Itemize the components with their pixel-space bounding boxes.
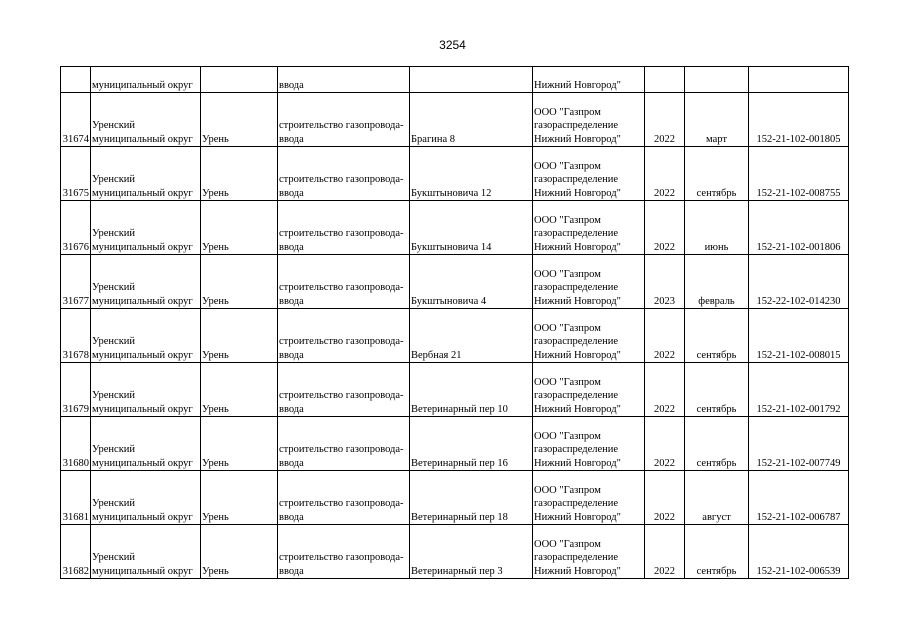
cell-year: 2022 [645,525,685,579]
cell-month: сентябрь [685,147,749,201]
cell-work: строительство газопровода- ввода [278,201,410,255]
cell-address [410,67,533,93]
cell-year [645,67,685,93]
cell-number: 31681 [61,471,91,525]
cell-district: Уренский муниципальный округ [91,417,201,471]
cell-organization: ООО "Газпром газораспределение Нижний Новгород" [533,309,645,363]
cell-district: Уренский муниципальный округ [91,309,201,363]
table-row [61,525,849,579]
cell-town: Урень [201,363,278,417]
cell-work: строительство газопровода- ввода [278,93,410,147]
table-row [61,255,849,309]
table-row [61,93,849,147]
cell-district: Уренский муниципальный округ [91,525,201,579]
cell-month: сентябрь [685,309,749,363]
cell-address: Букштыновича 12 [410,147,533,201]
cell-year: 2022 [645,147,685,201]
cell-work: строительство газопровода- ввода [278,417,410,471]
cell-town: Урень [201,525,278,579]
cell-town: Урень [201,147,278,201]
cell-town: Урень [201,255,278,309]
cell-work: строительство газопровода- ввода [278,363,410,417]
cell-number: 31675 [61,147,91,201]
registry-table [60,66,849,579]
cell-year: 2022 [645,309,685,363]
cell-address: Брагина 8 [410,93,533,147]
cell-code: 152-21-102-008755 [749,147,849,201]
table-row [61,363,849,417]
cell-number [61,67,91,93]
cell-district: Уренский муниципальный округ [91,201,201,255]
cell-number: 31674 [61,93,91,147]
cell-code: 152-21-102-001792 [749,363,849,417]
cell-organization: ООО "Газпром газораспределение Нижний Новгород" [533,417,645,471]
cell-work: строительство газопровода- ввода [278,309,410,363]
cell-number: 31677 [61,255,91,309]
cell-organization: ООО "Газпром газораспределение Нижний Новгород" [533,471,645,525]
cell-work: строительство газопровода- ввода [278,471,410,525]
cell-district: Уренский муниципальный округ [91,93,201,147]
cell-district: Уренский муниципальный округ [91,255,201,309]
page-number: 3254 [439,38,466,52]
cell-town [201,67,278,93]
cell-code: 152-22-102-014230 [749,255,849,309]
cell-town: Урень [201,309,278,363]
cell-month: сентябрь [685,525,749,579]
cell-month: март [685,93,749,147]
cell-number: 31680 [61,417,91,471]
cell-town: Урень [201,201,278,255]
cell-number: 31676 [61,201,91,255]
cell-organization: Нижний Новгород" [533,67,645,93]
table-body [61,67,849,579]
cell-district: Уренский муниципальный округ [91,363,201,417]
table-row [61,147,849,201]
cell-town: Урень [201,93,278,147]
cell-year: 2022 [645,201,685,255]
cell-code: 152-21-102-008015 [749,309,849,363]
cell-work: ввода [278,67,410,93]
table-row [61,201,849,255]
cell-number: 31682 [61,525,91,579]
table-row [61,417,849,471]
cell-organization: ООО "Газпром газораспределение Нижний Новгород" [533,525,645,579]
cell-work: строительство газопровода- ввода [278,525,410,579]
cell-month: август [685,471,749,525]
cell-month: сентябрь [685,417,749,471]
cell-district: муниципальный округ [91,67,201,93]
cell-address: Ветеринарный пер 18 [410,471,533,525]
cell-code: 152-21-102-006539 [749,525,849,579]
cell-code: 152-21-102-006787 [749,471,849,525]
cell-work: строительство газопровода- ввода [278,255,410,309]
cell-code: 152-21-102-007749 [749,417,849,471]
cell-month: июнь [685,201,749,255]
cell-address: Букштыновича 4 [410,255,533,309]
cell-code: 152-21-102-001806 [749,201,849,255]
cell-address: Вербная 21 [410,309,533,363]
cell-district: Уренский муниципальный округ [91,147,201,201]
cell-year: 2023 [645,255,685,309]
cell-town: Урень [201,417,278,471]
cell-organization: ООО "Газпром газораспределение Нижний Новгород" [533,93,645,147]
cell-year: 2022 [645,471,685,525]
cell-organization: ООО "Газпром газораспределение Нижний Новгород" [533,363,645,417]
cell-address: Ветеринарный пер 3 [410,525,533,579]
cell-address: Ветеринарный пер 10 [410,363,533,417]
cell-number: 31678 [61,309,91,363]
table-row [61,471,849,525]
cell-year: 2022 [645,417,685,471]
cell-work: строительство газопровода- ввода [278,147,410,201]
cell-town: Урень [201,471,278,525]
cell-address: Ветеринарный пер 16 [410,417,533,471]
cell-month [685,67,749,93]
cell-address: Букштыновича 14 [410,201,533,255]
table-row [61,309,849,363]
cell-organization: ООО "Газпром газораспределение Нижний Новгород" [533,147,645,201]
cell-month: сентябрь [685,363,749,417]
cell-district: Уренский муниципальный округ [91,471,201,525]
cell-year: 2022 [645,93,685,147]
cell-organization: ООО "Газпром газораспределение Нижний Новгород" [533,201,645,255]
cell-organization: ООО "Газпром газораспределение Нижний Новгород" [533,255,645,309]
cell-code: 152-21-102-001805 [749,93,849,147]
continuation-row [61,67,849,93]
cell-code [749,67,849,93]
cell-number: 31679 [61,363,91,417]
cell-year: 2022 [645,363,685,417]
cell-month: февраль [685,255,749,309]
